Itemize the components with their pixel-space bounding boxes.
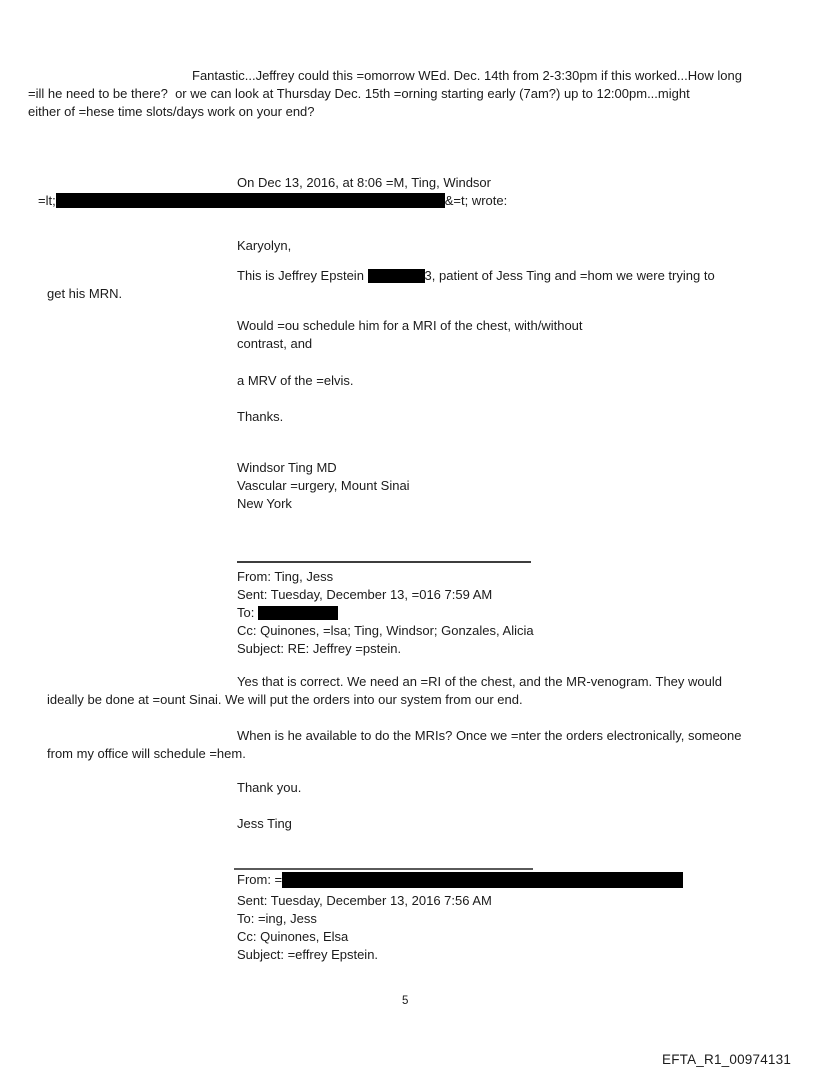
windsor-body-line-1 bbox=[237, 268, 715, 284]
jess-header-sent: Sent: Tuesday, December 13, =016 7:59 AM bbox=[237, 587, 493, 602]
email-top-line-3: either of =hese time slots/days work on your end? bbox=[28, 104, 315, 119]
redacted-header-sent: Sent: Tuesday, December 13, 2016 7:56 AM bbox=[237, 893, 492, 908]
email-top-line-1: Fantastic...Jeffrey could this =omorrow WEd. Dec. 14th from 2-3:30pm if this worked...How long bbox=[192, 68, 742, 83]
email-top-line-2: =ill he need to be there? or we can look at Thursday Dec. 15th =orning starting early (7am?) up to 12:00pm...might bbox=[28, 86, 690, 101]
redacted-header-to: To: =ing, Jess bbox=[237, 911, 317, 926]
to-label: To: bbox=[237, 605, 258, 620]
redaction-bar-email-address bbox=[56, 193, 445, 208]
windsor-signature-1: Windsor Ting MD bbox=[237, 460, 337, 475]
jess-header-cc: Cc: Quinones, =lsa; Ting, Windsor; Gonzales, Alicia bbox=[237, 623, 534, 638]
bates-number: EFTA_R1_00974131 bbox=[662, 1052, 792, 1067]
redacted-header-cc: Cc: Quinones, Elsa bbox=[237, 929, 349, 944]
windsor-body-thanks: Thanks. bbox=[237, 409, 284, 424]
redacted-header-subject: Subject: =effrey Epstein. bbox=[237, 947, 379, 962]
redacted-header-from bbox=[237, 872, 683, 888]
from-label: From: = bbox=[237, 872, 283, 887]
jess-header-to bbox=[237, 605, 338, 621]
page-number: 5 bbox=[402, 995, 409, 1007]
redaction-bar-recipient bbox=[258, 606, 338, 620]
redaction-bar-patient-id bbox=[368, 269, 425, 283]
jess-body-line-4: from my office will schedule =hem. bbox=[47, 746, 246, 761]
redaction-bar-sender bbox=[282, 872, 683, 888]
email-divider-line bbox=[237, 561, 531, 563]
attribution-line-1: On Dec 13, 2016, at 8:06 =M, Ting, Windsor bbox=[237, 175, 491, 190]
jess-body-line-1: Yes that is correct. We need an =RI of the chest, and the MR-venogram. They would bbox=[237, 674, 722, 689]
body-text-after-redaction: 3, patient of Jess Ting and =hom we were trying to bbox=[424, 268, 715, 283]
jess-header-subject: Subject: RE: Jeffrey =pstein. bbox=[237, 641, 402, 656]
jess-signature: Jess Ting bbox=[237, 816, 292, 831]
windsor-body-line-4: contrast, and bbox=[237, 336, 313, 351]
jess-header-from: From: Ting, Jess bbox=[237, 569, 334, 584]
jess-body-thank-you: Thank you. bbox=[237, 780, 302, 795]
windsor-body-line-2: get his MRN. bbox=[47, 286, 123, 301]
attribution-prefix: =lt; bbox=[38, 193, 56, 208]
jess-body-line-3: When is he available to do the MRIs? Once we =nter the orders electronically, someone bbox=[237, 728, 742, 743]
attribution-suffix: &=t; wrote: bbox=[444, 193, 508, 208]
attribution-line-2 bbox=[38, 193, 507, 209]
windsor-signature-3: New York bbox=[237, 496, 292, 511]
email-divider-line bbox=[234, 868, 533, 870]
windsor-body-line-5: a MRV of the =elvis. bbox=[237, 373, 354, 388]
windsor-signature-2: Vascular =urgery, Mount Sinai bbox=[237, 478, 410, 493]
greeting: Karyolyn, bbox=[237, 238, 292, 253]
windsor-body-line-3: Would =ou schedule him for a MRI of the chest, with/without bbox=[237, 318, 583, 333]
jess-body-line-2: ideally be done at =ount Sinai. We will put the orders into our system from our end. bbox=[47, 692, 523, 707]
body-text-before-redaction: This is Jeffrey Epstein bbox=[237, 268, 368, 283]
